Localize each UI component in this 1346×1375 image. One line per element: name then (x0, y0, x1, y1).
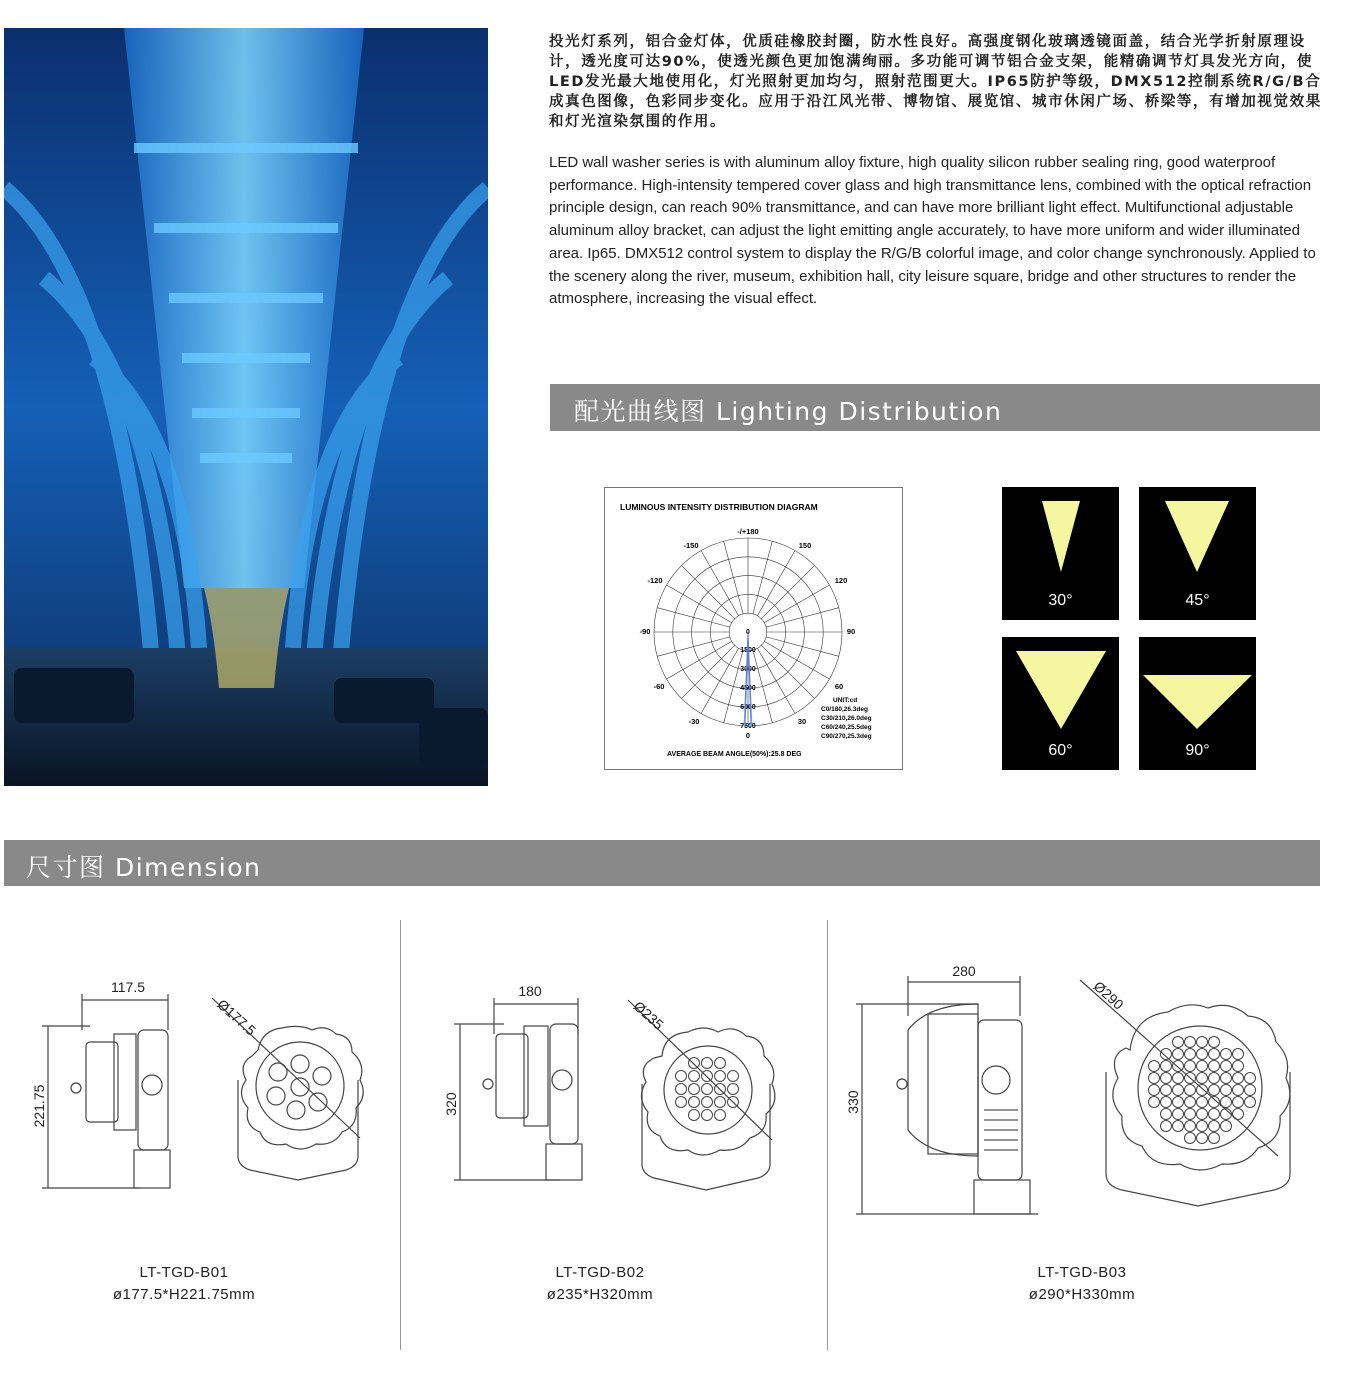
legend-item: C60/240,25.5deg (821, 724, 872, 731)
radial-label: 1500 (740, 647, 756, 654)
lighting-distribution-header (550, 384, 1320, 431)
radial-label: 3000 (740, 666, 756, 673)
led-dot (689, 1110, 700, 1121)
led-dot (1233, 1097, 1244, 1108)
led-dot (715, 1110, 726, 1121)
product-application-photo (4, 28, 488, 786)
dimension-header (4, 840, 1320, 886)
led-dot (1185, 1085, 1196, 1096)
led-dot (1197, 1037, 1208, 1048)
led-dot (1161, 1049, 1172, 1060)
led-dot (1209, 1061, 1220, 1072)
led-dot (702, 1058, 713, 1069)
led-dot (1221, 1085, 1232, 1096)
beam-angle-60 (1002, 637, 1119, 770)
beam-angle-30 (1002, 487, 1119, 620)
led-dot (1233, 1073, 1244, 1084)
beam-angle-45 (1139, 487, 1256, 620)
angle-label: 90 (846, 627, 856, 636)
led-dot (1173, 1085, 1184, 1096)
product-caption-b03 (932, 1262, 1232, 1306)
led-dot (1185, 1133, 1196, 1144)
angle-label: -120 (647, 576, 663, 585)
width-dimension: 180 (518, 983, 542, 999)
led-dot (1197, 1097, 1208, 1108)
led-dot (1149, 1061, 1160, 1072)
led-dot (728, 1071, 739, 1082)
legend-item: C30/210,26.0deg (821, 715, 872, 722)
product-caption-b01 (34, 1262, 334, 1306)
beam-angle-label: 45° (1185, 592, 1210, 609)
model-name: LT-TGD-B01 (139, 1264, 229, 1281)
beam-angle-label: 90° (1185, 742, 1210, 759)
led-dot (676, 1084, 687, 1095)
led-dot (1221, 1061, 1232, 1072)
product-drawing-b03 (828, 960, 1328, 1230)
height-dimension: 320 (443, 1092, 459, 1116)
led-dot (1185, 1061, 1196, 1072)
led-dot (1149, 1097, 1160, 1108)
led-dot (1161, 1085, 1172, 1096)
led-dot (1161, 1121, 1172, 1132)
led-dot (1209, 1109, 1220, 1120)
product-caption-b02 (450, 1262, 750, 1306)
led-dot (715, 1071, 726, 1082)
legend-item: C90/270,25.3deg (821, 733, 872, 740)
led-dot (1197, 1121, 1208, 1132)
led-dot (1185, 1121, 1196, 1132)
model-spec: ø235*H320mm (546, 1286, 654, 1303)
angle-label: -30 (688, 717, 700, 726)
beam-angle-label: 60° (1048, 742, 1073, 759)
led-dot (1185, 1109, 1196, 1120)
dimension-title: 尺寸图 Dimension (26, 853, 262, 882)
led-dot (715, 1097, 726, 1108)
product-drawing-b02 (400, 960, 827, 1220)
led-dot (1197, 1109, 1208, 1120)
led-dot (676, 1071, 687, 1082)
luminous-intensity-diagram (604, 487, 903, 770)
beam-angle-90 (1139, 637, 1256, 770)
led-dot (1197, 1049, 1208, 1060)
angle-label: 120 (834, 576, 848, 585)
model-spec: ø290*H330mm (1028, 1286, 1136, 1303)
led-dot (1197, 1061, 1208, 1072)
angle-label: 30 (797, 717, 807, 726)
description-english: LED wall washer series is with aluminum alloy fixture, high quality silicon rubber sealing ring, good waterproof performance. High-intensity tempered cover glass and high transmittance lens, combined with the optical refraction principle design, can reach 90% transmittance, and can have more brilliant light effect. Multifunctional adjustable aluminum alloy bracket, can adjust the light emitting angle accurately, to have more uniform and wider illuminated area. Ip65. DMX512 control system to display the R/G/B colorful image, and color change synchronously. Applied to the scenery along the river, museum, exhibition hall, city leisure square, bridge and other structures to render the atmosphere, increasing the visual effect. (549, 154, 1316, 308)
angle-label: -/+180 (737, 527, 759, 536)
model-name: LT-TGD-B02 (555, 1264, 645, 1281)
led-dot (1209, 1073, 1220, 1084)
radial-label: 4500 (740, 685, 756, 692)
led-dot (689, 1058, 700, 1069)
led-dot (1209, 1049, 1220, 1060)
led-dot (1149, 1073, 1160, 1084)
angle-label: 150 (798, 541, 812, 550)
angle-label: 60 (834, 682, 844, 691)
height-dimension: 221.75 (31, 1084, 47, 1128)
led-dot (1209, 1037, 1220, 1048)
beam-angle-footer: AVERAGE BEAM ANGLE(50%):25.8 DEG (667, 751, 802, 758)
led-dot (1161, 1061, 1172, 1072)
led-dot (689, 1071, 700, 1082)
led-dot (1161, 1097, 1172, 1108)
model-name: LT-TGD-B03 (1037, 1264, 1127, 1281)
beam-angle-label: 30° (1048, 592, 1073, 609)
led-dot (676, 1097, 687, 1108)
led-dot (1173, 1109, 1184, 1120)
led-dot (1161, 1073, 1172, 1084)
led-dot (1173, 1097, 1184, 1108)
width-dimension: 117.5 (111, 979, 145, 995)
angle-label: -90 (639, 627, 651, 636)
led-dot (1209, 1133, 1220, 1144)
led-dot (1221, 1073, 1232, 1084)
led-dot (1209, 1085, 1220, 1096)
led-dot (1173, 1037, 1184, 1048)
unit-label: UNIT:cd (833, 697, 858, 704)
diameter-dimension: Ø177.5 (214, 995, 260, 1039)
angle-label: 0 (745, 731, 751, 740)
led-dot (1197, 1085, 1208, 1096)
model-spec: ø177.5*H221.75mm (112, 1286, 256, 1303)
led-dot (1245, 1073, 1256, 1084)
led-dot (1221, 1049, 1232, 1060)
led-dot (1245, 1097, 1256, 1108)
led-dot (702, 1110, 713, 1121)
led-dot (1209, 1121, 1220, 1132)
legend-item: C0/180,26.3deg (821, 706, 868, 713)
led-dot (728, 1084, 739, 1095)
led-dot (1173, 1073, 1184, 1084)
radial-label: 6000 (740, 704, 756, 711)
led-dot (715, 1058, 726, 1069)
led-dot (1233, 1109, 1244, 1120)
led-dot (1233, 1061, 1244, 1072)
polar-title: LUMINOUS INTENSITY DISTRIBUTION DIAGRAM (620, 502, 818, 512)
led-dot (1233, 1085, 1244, 1096)
width-dimension: 280 (952, 963, 976, 979)
angle-label: -150 (683, 541, 699, 550)
angle-label: -60 (653, 682, 665, 691)
led-dot (689, 1097, 700, 1108)
led-dot (1185, 1037, 1196, 1048)
description-chinese: 投光灯系列，铝合金灯体，优质硅橡胶封圈，防水性良好。高强度钢化玻璃透镜面盖，结合光学折射原理设计，透光度可达90%，使透光颜色更加饱满绚丽。多功能可调节铝合金支架，能精确调节灯具发光方向，使LED发光最大地使用化，灯光照射更加均匀，照射范围更大。IP65防护等级，DMX512控制系统R/G/B合成真色图像，色彩同步变化。应用于沿江风光带、博物馆、展览馆、城市休闲广场、桥梁等，有增加视觉效果和灯光渲染氛围的作用。 (549, 34, 1322, 130)
led-dot (702, 1084, 713, 1095)
led-dot (1173, 1121, 1184, 1132)
led-dot (1185, 1097, 1196, 1108)
product-drawing-b01 (0, 960, 400, 1210)
led-dot (1245, 1085, 1256, 1096)
led-dot (1221, 1121, 1232, 1132)
led-dot (1161, 1109, 1172, 1120)
led-dot (1233, 1049, 1244, 1060)
diameter-dimension: Ø235 (630, 997, 667, 1033)
led-dot (702, 1097, 713, 1108)
diameter-dimension: Ø290 (1090, 977, 1127, 1013)
radial-label: 0 (746, 629, 750, 636)
led-dot (1185, 1049, 1196, 1060)
led-dot (1149, 1085, 1160, 1096)
led-dot (1173, 1049, 1184, 1060)
lighting-distribution-title: 配光曲线图 Lighting Distribution (574, 397, 1003, 426)
led-dot (1197, 1073, 1208, 1084)
height-dimension: 330 (845, 1090, 861, 1114)
radial-label: 7500 (740, 723, 756, 730)
led-dot (689, 1084, 700, 1095)
led-dot (1197, 1133, 1208, 1144)
